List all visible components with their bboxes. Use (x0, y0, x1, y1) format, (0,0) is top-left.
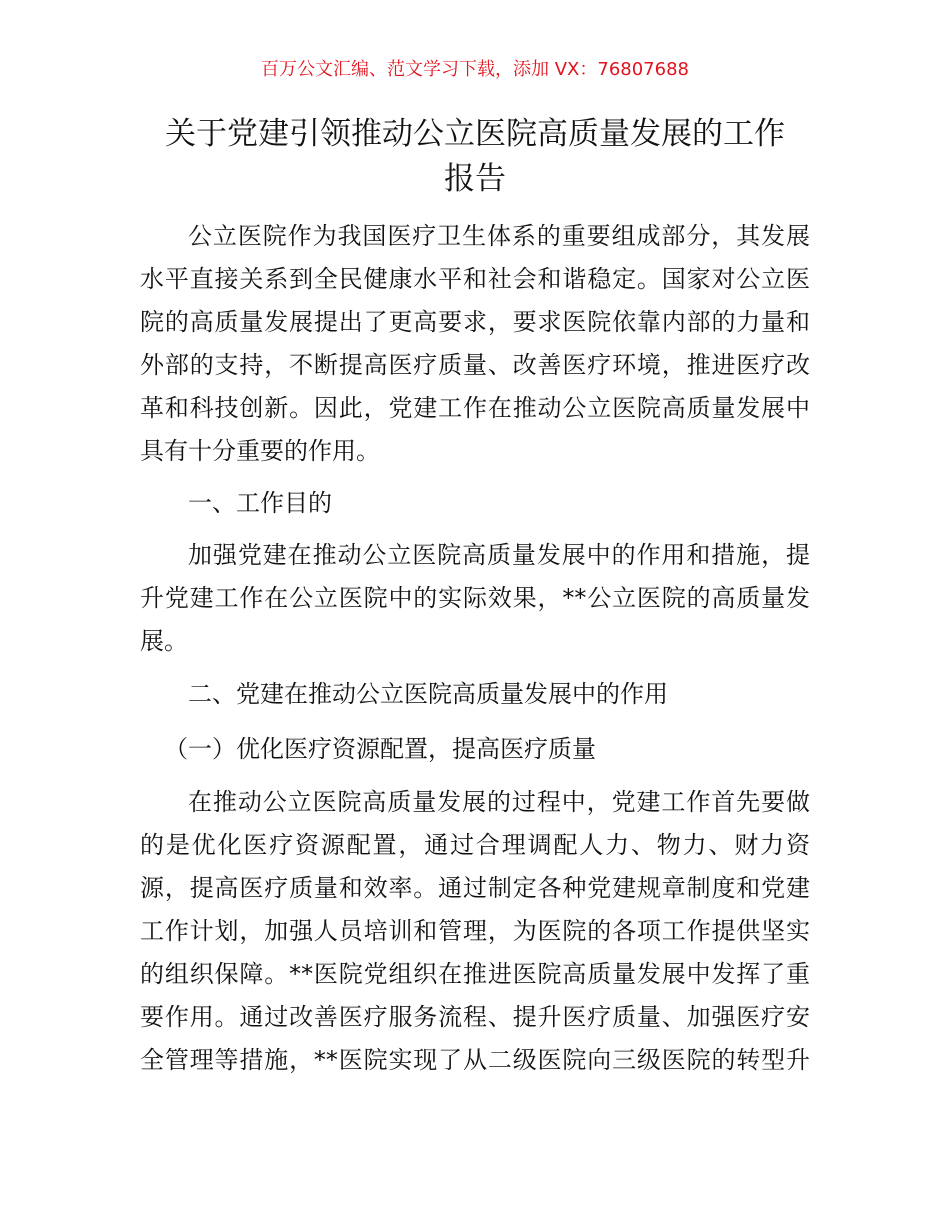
text-line: 工作计划，加强人员培训和管理，为医院的各项工作提供坚实 (140, 917, 810, 945)
text-line: 具有十分重要的作用。 (140, 437, 380, 465)
subsection-heading: （一）优化医疗资源配置，提高医疗质量 (164, 735, 596, 763)
text-line: 的是优化医疗资源配置，通过合理调配人力、物力、财力资 (140, 831, 810, 859)
text-line: 在推动公立医院高质量发展的过程中，党建工作首先要做 (188, 788, 810, 816)
section1-heading-block (140, 482, 810, 525)
text-line: 展。 (140, 627, 188, 655)
text-line: 公立医院作为我国医疗卫生体系的重要组成部分，其发展 (188, 222, 810, 250)
intro-paragraph (140, 215, 810, 473)
section2-heading-block (140, 673, 810, 716)
text-line: 院的高质量发展提出了更高要求，要求医院依靠内部的力量和 (140, 308, 810, 336)
section-heading: 一、工作目的 (188, 489, 332, 517)
subsection1-heading-block (140, 728, 810, 771)
title-line: 关于党建引领推动公立医院高质量发展的工作 (165, 116, 785, 152)
text-line: 的组织保障。**医院党组织在推进医院高质量发展中发挥了重 (140, 960, 810, 988)
text-line: 革和科技创新。因此，党建工作在推动公立医院高质量发展中 (140, 394, 810, 422)
text-line: 要作用。通过改善医疗服务流程、提升医疗质量、加强医疗安 (140, 1003, 810, 1031)
subsection1-paragraph (140, 781, 810, 1082)
text-line: 全管理等措施，**医院实现了从二级医院向三级医院的转型升 (140, 1046, 810, 1074)
title-line: 报告 (444, 161, 506, 197)
header-banner: 百万公文汇编、范文学习下载，添加 VX：76807688 (261, 59, 689, 80)
section1-paragraph (140, 534, 810, 663)
text-line: 加强党建在推动公立医院高质量发展中的作用和措施，提 (188, 541, 810, 569)
section-heading: 二、党建在推动公立医院高质量发展中的作用 (188, 680, 668, 708)
text-line: 外部的支持，不断提高医疗质量、改善医疗环境，推进医疗改 (140, 351, 810, 379)
text-line: 源，提高医疗质量和效率。通过制定各种党建规章制度和党建 (140, 874, 810, 902)
document-title (140, 112, 810, 202)
text-line: 水平直接关系到全民健康水平和社会和谐稳定。国家对公立医 (140, 265, 810, 293)
text-line: 升党建工作在公立医院中的实际效果，**公立医院的高质量发 (140, 584, 810, 612)
